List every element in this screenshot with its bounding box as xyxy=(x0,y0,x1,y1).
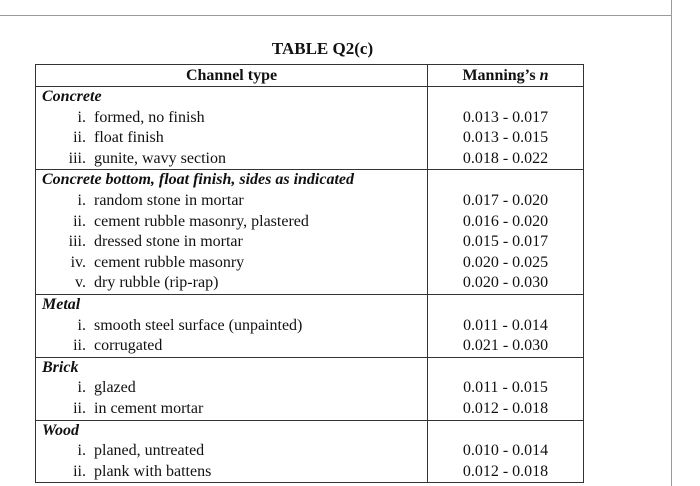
manning-value: 0.021 - 0.030 xyxy=(462,337,549,355)
manning-value: 0.017 - 0.020 xyxy=(462,191,549,209)
value-spacer xyxy=(428,421,583,442)
item-number: i. xyxy=(77,442,86,460)
item-label: glazed xyxy=(94,379,136,397)
value-spacer xyxy=(428,295,583,316)
manning-value: 0.020 - 0.030 xyxy=(462,274,549,292)
list-item xyxy=(36,441,427,462)
group-title: Concrete xyxy=(42,88,102,105)
item-number: ii. xyxy=(73,399,86,417)
header-channel-type: Channel type xyxy=(36,65,428,87)
item-number: iii. xyxy=(68,149,86,167)
item-label: dressed stone in mortar xyxy=(94,233,243,251)
channel-type-cell xyxy=(36,420,428,483)
manning-value-cell xyxy=(428,357,584,420)
list-item xyxy=(36,462,427,483)
manning-value: 0.011 - 0.015 xyxy=(463,379,548,397)
table-group-row xyxy=(36,357,584,420)
table-group-row xyxy=(36,420,584,483)
list-item xyxy=(36,232,427,253)
value-spacer xyxy=(428,358,583,379)
group-title: Concrete bottom, float finish, sides as indicated xyxy=(42,171,355,189)
table-title: TABLE Q2(c) xyxy=(271,39,374,58)
list-item xyxy=(36,128,427,149)
group-title: Metal xyxy=(42,295,81,313)
manning-value: 0.010 - 0.014 xyxy=(462,442,549,460)
table-group-row xyxy=(36,294,584,357)
item-number: i. xyxy=(77,191,86,209)
list-item xyxy=(36,212,427,233)
list-item xyxy=(36,399,427,420)
item-number: ii. xyxy=(73,462,86,480)
manning-value: 0.013 - 0.015 xyxy=(462,129,549,147)
item-label: planed, untreated xyxy=(94,442,205,460)
table-group-row xyxy=(36,87,584,170)
item-label: random stone in mortar xyxy=(94,191,244,209)
table-header-row xyxy=(36,65,584,87)
manning-value-cell xyxy=(428,294,584,357)
item-label: smooth steel surface (unpainted) xyxy=(94,316,303,334)
table-group-row xyxy=(36,170,584,295)
channel-type-cell xyxy=(36,294,428,357)
channel-type-cell xyxy=(36,170,428,295)
top-divider xyxy=(0,15,672,16)
item-label: cement rubble masonry xyxy=(94,253,245,271)
item-number: ii. xyxy=(73,212,86,230)
manning-table-container xyxy=(35,64,583,483)
manning-value: 0.012 - 0.018 xyxy=(462,399,549,417)
item-label: in cement mortar xyxy=(94,399,204,417)
channel-type-cell xyxy=(36,87,428,170)
item-number: ii. xyxy=(73,129,86,147)
right-divider xyxy=(671,0,672,486)
item-number: i. xyxy=(77,379,86,397)
manning-table xyxy=(35,64,584,483)
channel-type-cell xyxy=(36,357,428,420)
header-manning-n xyxy=(428,65,584,87)
manning-value-cell xyxy=(428,87,584,170)
item-label: gunite, wavy section xyxy=(94,149,226,167)
group-title: Brick xyxy=(42,358,79,376)
item-number: ii. xyxy=(73,337,86,355)
manning-value: 0.012 - 0.018 xyxy=(462,462,549,480)
item-number: v. xyxy=(75,274,86,292)
item-number: i. xyxy=(77,316,86,334)
item-number: i. xyxy=(77,108,86,126)
list-item xyxy=(36,273,427,294)
item-number: iii. xyxy=(68,233,86,251)
manning-value: 0.013 - 0.017 xyxy=(462,108,549,126)
list-item xyxy=(36,253,427,274)
group-title: Wood xyxy=(42,421,80,439)
item-label: cement rubble masonry, plastered xyxy=(94,212,309,230)
value-spacer xyxy=(428,87,583,108)
manning-value-cell xyxy=(428,170,584,295)
item-label: float finish xyxy=(94,129,164,147)
item-number: iv. xyxy=(70,253,86,271)
manning-value: 0.018 - 0.022 xyxy=(462,149,549,167)
list-item xyxy=(36,316,427,337)
list-item xyxy=(36,108,427,129)
item-label: plank with battens xyxy=(94,462,212,480)
list-item xyxy=(36,149,427,170)
manning-value: 0.015 - 0.017 xyxy=(462,233,549,251)
list-item xyxy=(36,336,427,357)
manning-value: 0.016 - 0.020 xyxy=(462,212,549,230)
item-label: formed, no finish xyxy=(94,108,205,126)
item-label: dry rubble (rip-rap) xyxy=(94,274,219,292)
list-item xyxy=(36,378,427,399)
list-item xyxy=(36,191,427,212)
item-label: corrugated xyxy=(94,337,163,355)
manning-value: 0.011 - 0.014 xyxy=(463,316,548,334)
value-spacer xyxy=(428,170,583,191)
table-body xyxy=(36,87,584,483)
manning-value: 0.020 - 0.025 xyxy=(462,253,549,271)
manning-value-cell xyxy=(428,420,584,483)
header-manning-symbol: n xyxy=(539,67,549,84)
header-manning-prefix: Manning’s xyxy=(462,67,540,84)
